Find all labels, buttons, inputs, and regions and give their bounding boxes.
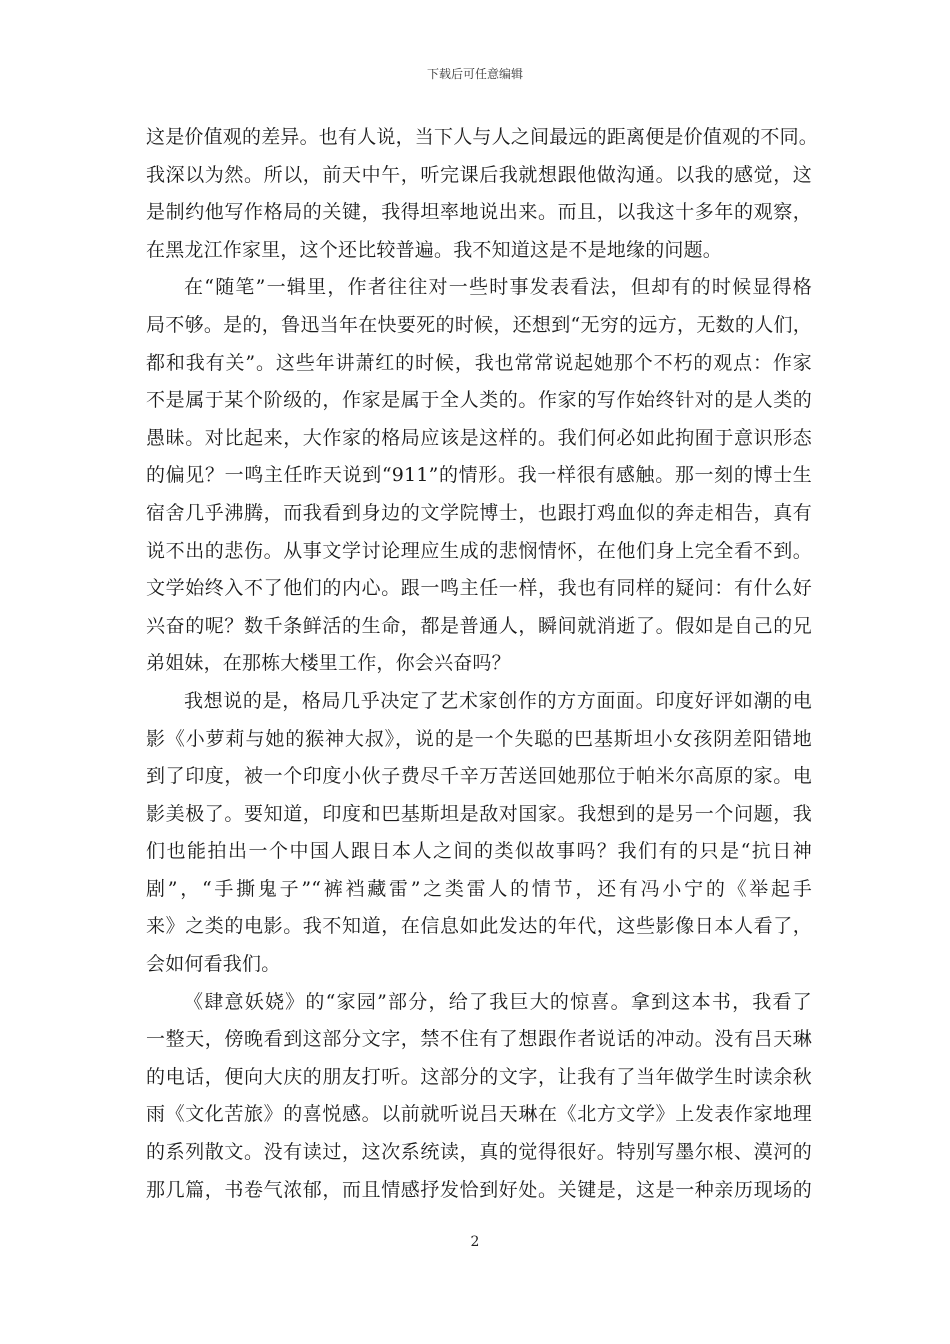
text-line: 弟姐妹，在那栋大楼里工作，你会兴奋吗？ <box>146 652 511 675</box>
text-line: 宿舍几乎沸腾，而我看到身边的文学院博士，也跟打鸡血似的奔走相告，真有 <box>146 501 812 524</box>
text-line: 文学始终入不了他们的内心。跟一鸣主任一样，我也有同样的疑问：有什么好 <box>146 577 812 600</box>
text-line: 雨《文化苦旅》的喜悦感。以前就听说吕天琳在《北方文学》上发表作家地理 <box>146 1103 812 1126</box>
text-line: 的偏见？一鸣主任昨天说到“911”的情形。我一样很有感触。那一刻的博士生 <box>146 464 812 487</box>
text-line: 会如何看我们。 <box>146 953 281 976</box>
page-header: 下载后可任意编辑 <box>426 67 523 81</box>
paragraph <box>146 683 812 984</box>
paragraph <box>146 269 812 683</box>
page-number: 2 <box>470 1234 480 1250</box>
text-line: 《肆意妖娆》的“家园”部分，给了我巨大的惊喜。拿到这本书，我看了 <box>184 990 812 1013</box>
text-line: 不是属于某个阶级的，作家是属于全人类的。作家的写作始终针对的是人类的 <box>146 389 812 412</box>
text-line: 剧”，“手撕鬼子”“裤裆藏雷”之类雷人的情节，还有冯小宁的《举起手 <box>146 877 812 900</box>
paragraph <box>146 984 812 1210</box>
text-line: 的系列散文。没有读过，这次系统读，真的觉得很好。特别写墨尔根、漠河的 <box>146 1141 812 1164</box>
text-line: 我深以为然。所以，前天中午，听完课后我就想跟他做沟通。以我的感觉，这 <box>146 163 812 186</box>
text-line: 来》之类的电影。我不知道，在信息如此发达的年代，这些影像日本人看了， <box>146 915 812 938</box>
text-line: 在黑龙江作家里，这个还比较普遍。我不知道这是不是地缘的问题。 <box>146 238 723 261</box>
text-line: 的电话，便向大庆的朋友打听。这部分的文字，让我有了当年做学生时读余秋 <box>146 1065 812 1088</box>
text-line: 说不出的悲伤。从事文学讨论理应生成的悲悯情怀，在他们身上完全看不到。 <box>146 539 812 562</box>
body-text <box>146 119 819 1209</box>
paragraph <box>146 119 819 269</box>
text-line: 我想说的是，格局几乎决定了艺术家创作的方方面面。印度好评如潮的电 <box>184 689 812 712</box>
text-line: 局不够。是的，鲁迅当年在快要死的时候，还想到“无穷的远方，无数的人们， <box>146 313 812 336</box>
text-line: 们也能拍出一个中国人跟日本人之间的类似故事吗？我们有的只是“抗日神 <box>146 840 812 863</box>
text-line: 是制约他写作格局的关键，我得坦率地说出来。而且，以我这十多年的观察， <box>146 201 812 224</box>
text-line: 在“随笔”一辑里，作者往往对一些时事发表看法，但却有的时候显得格 <box>184 276 812 299</box>
text-line: 那几篇，书卷气浓郁，而且情感抒发恰到好处。关键是，这是一种亲历现场的 <box>146 1178 812 1201</box>
text-line: 愚昧。对比起来，大作家的格局应该是这样的。我们何必如此拘囿于意识形态 <box>146 426 812 449</box>
text-line: 到了印度，被一个印度小伙子费尽千辛万苦送回她那位于帕米尔高原的家。电 <box>146 765 812 788</box>
text-line: 这是价值观的差异。也有人说，当下人与人之间最远的距离便是价值观的不同。 <box>146 126 819 148</box>
text-line: 影美极了。要知道，印度和巴基斯坦是敌对国家。我想到的是另一个问题，我 <box>146 802 812 825</box>
text-line: 兴奋的呢？数千条鲜活的生命，都是普通人，瞬间就消逝了。假如是自己的兄 <box>146 614 812 637</box>
text-line: 都和我有关”。这些年讲萧红的时候，我也常常说起她那个不朽的观点：作家 <box>146 351 812 374</box>
text-line: 一整天，傍晚看到这部分文字，禁不住有了想跟作者说话的冲动。没有吕天琳 <box>146 1028 812 1051</box>
text-line: 影《小萝莉与她的猴神大叔》，说的是一个失聪的巴基斯坦小女孩阴差阳错地 <box>146 727 812 750</box>
